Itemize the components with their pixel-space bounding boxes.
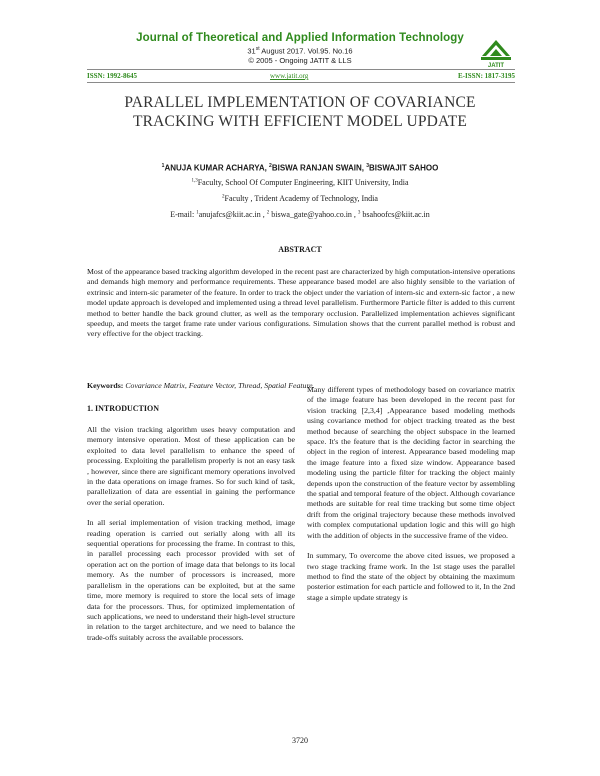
author-emails <box>60 210 540 219</box>
email-3-sup: 3 <box>357 210 361 216</box>
header-rule-bottom <box>87 82 515 83</box>
author-2-sup: 2 <box>269 163 272 169</box>
date-day: 31 <box>247 46 256 56</box>
journal-url-link[interactable]: www.jatit.org <box>270 72 309 80</box>
affiliation-2-text: Faculty , Trident Academy of Technology, India <box>224 194 378 203</box>
affiliation-1 <box>60 178 540 187</box>
issn: ISSN: 1992-8645 <box>87 72 137 80</box>
email-3: bsahoofcs@kiit.ac.in <box>360 210 430 219</box>
journal-title: Journal of Theoretical and Applied Information Technology <box>136 32 464 44</box>
paper-title-line-1: PARALLEL IMPLEMENTATION OF COVARIANCE <box>124 94 476 111</box>
keywords-text: Covariance Matrix, Feature Vector, Thread, Spatial Feature. <box>123 381 315 390</box>
page-number: 3720 <box>292 736 308 745</box>
keywords-label: Keywords: <box>87 381 124 390</box>
date-suffix: st <box>255 46 260 52</box>
affiliation-1-sup: 1,3 <box>191 178 198 184</box>
journal-copyright: © 2005 - Ongoing JATIT & LLS <box>248 56 352 65</box>
eissn: E-ISSN: 1817-3195 <box>458 72 515 80</box>
email-2: biswa_gate@yahoo.co.in , <box>269 210 358 219</box>
paper-title <box>90 93 510 131</box>
paper-title-line-2: TRACKING WITH EFFICIENT MODEL UPDATE <box>132 113 468 130</box>
email-label: E-mail: <box>170 210 197 219</box>
author-3: BISWAJIT SAHOO <box>368 163 439 173</box>
affiliation-2-sup: 2 <box>222 194 225 200</box>
intro-paragraph-1: All the vision tracking algorithm uses heavy computation and memory intensive operation. Most of these application can be exploited to data level parallelism to enhance the speed of processing. Exploiting the parallelism properly is not an easy task , however, since there are significant memory operations involved in the data operations on image frames. So for such kind of task, parallelization of data are essential in gaining the performance over the serial operation. <box>87 425 295 507</box>
date-rest: August 2017. Vol.95. No.16 <box>259 46 353 56</box>
author-1: ANUJA KUMAR ACHARYA, <box>164 163 270 173</box>
section-heading-introduction: 1. INTRODUCTION <box>87 404 160 413</box>
header-rule-top <box>87 69 515 70</box>
author-list <box>60 163 540 173</box>
abstract-text: Most of the appearance based tracking algorithm developed in the recent past are characterized by high computation-intensive operations and demands high memory and performance requirements. These appearance based model are also highly sensible to the variation of extrinsic and intern-sic parameter of the feature. In order to track the object under the variation of intern-sic and extern-sic factor , a new model update approach is developed and implemented using a thread level parallelism. Furthermore Particle filter is added to this current method to better handle the back ground clutter, as well as the temporary occlusion. Parallelized implementation achieves significant speedup, and meets the target frame rate under various configurations. Simulation shows that the current parallel method is robust and very effective for the object tracking. <box>87 267 516 339</box>
intro-paragraph-3: Many different types of methodology based on covariance matrix of the image feature has been developed in the recent past for vision tracking [2,3,4] ,Appearance based modeling methods using covariance method for object tracking treated as the best method because of searching the object subspace in the learned space. It's the feature that is the deciding factor in searching the object in the region of interest. Appearance based modeling map the image feature into a fixed size window. Appearance based modeling using the particle filter for tracking the object mainly depends upon the construction of the feature vector by assembling the spatial and temporal feature of the object. Although covariance methods are suitable for real time tracking but some time object drift from the original trajectory because these methods involved with complex computational updation logic and this will go high with the addition of objects in the successive frame of the video. <box>307 385 515 540</box>
author-1-sup: 1 <box>161 163 165 169</box>
left-column <box>87 425 295 653</box>
email-1-sup: 1 <box>196 210 199 216</box>
author-3-sup: 3 <box>366 163 369 169</box>
jatit-logo-icon <box>478 36 514 70</box>
logo-text: JATIT <box>487 63 505 69</box>
abstract-heading: ABSTRACT <box>278 245 322 254</box>
right-column <box>307 385 515 613</box>
affiliation-2 <box>60 194 540 203</box>
author-2: BISWA RANJAN SWAIN, <box>271 163 367 173</box>
intro-paragraph-2: In all serial implementation of vision tracking method, image reading operation is carried out serially along with all its sequential operations for processing the frame. In contrast to this, in parallel processing each processor provided with set of operation act on the portion of image data that belongs to its local memory. As the number of processors is increased, more parallelism in the operations can be exploited, but at the same time, more memory is required to store the local sets of image data for the processors. Thus, for optimized implementation of such applications, we need to understand their high-level structure in relation to the target architecture, and we need to balance the trade-offs suitably across the available processors. <box>87 518 295 642</box>
affiliation-1-text: Faculty, School Of Computer Engineering, KIIT University, India <box>197 178 409 187</box>
email-2-sup: 2 <box>266 210 270 216</box>
email-1: anujafcs@kiit.ac.in , <box>198 210 267 219</box>
intro-paragraph-4: In summary, To overcome the above cited issues, we proposed a two stage tracking frame work. In the 1st stage uses the parallel method to find the state of the object by obtaining the maximum posterior estimation for each particle and followed to it, In the 2nd stage a simple update strategy is <box>307 551 515 602</box>
